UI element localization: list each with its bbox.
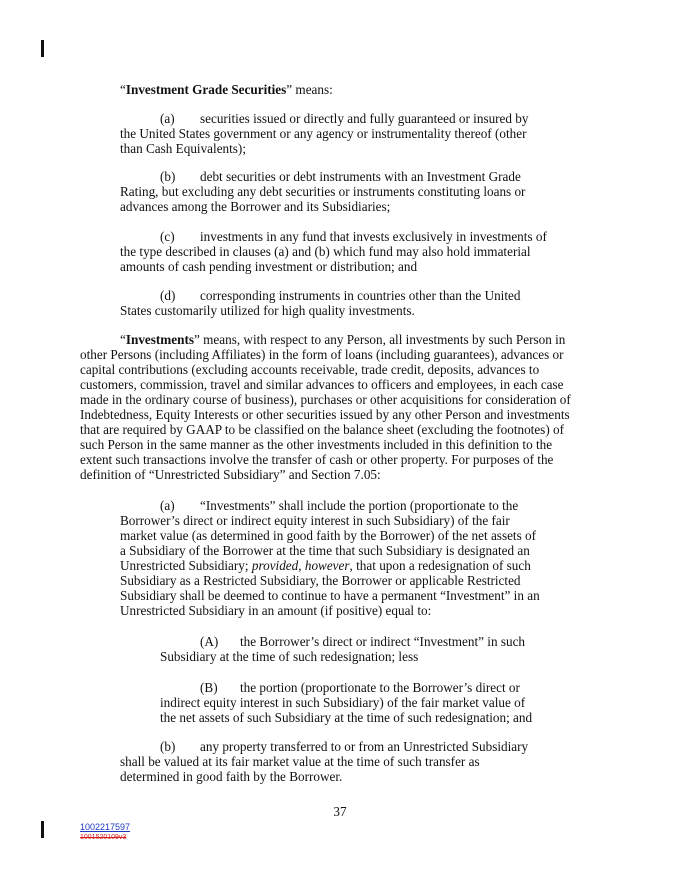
clause-text: a Subsidiary of the Borrower at the time that such Subsidiary is designated an <box>120 543 530 558</box>
subclause-text: the portion (proportionate to the Borrower’s direct or <box>240 680 520 695</box>
clause-label: (c) <box>160 229 175 244</box>
clause-text: determined in good faith by the Borrower. <box>120 769 343 784</box>
clause-text: corresponding instruments in countries other than the United <box>200 288 521 303</box>
page-number: 37 <box>333 804 347 819</box>
defined-term: Investments <box>125 332 194 347</box>
clause-text: Rating, but excluding any debt securities or instruments constituting loans or <box>120 184 526 199</box>
clause-text: investments in any fund that invests exclusively in investments of <box>200 229 547 244</box>
clause-text: amounts of cash pending investment or distribution; and <box>120 259 418 274</box>
clause-text: debt securities or debt instruments with an Investment Grade <box>200 169 521 184</box>
clause-text: market value (as determined in good faith by the Borrower) of the net assets of <box>120 528 537 543</box>
clause-label: (b) <box>160 169 176 184</box>
clause-text: securities issued or directly and fully guaranteed or insured by <box>200 111 529 126</box>
subclause-text: the net assets of such Subsidiary at the time of such redesignation; and <box>160 710 533 725</box>
clause-label: (a) <box>160 498 175 513</box>
paragraph-line: extent such transactions involve the transfer of cash or other property. For purposes of the <box>80 452 554 467</box>
subclause-text: Subsidiary at the time of such redesignation; less <box>160 649 419 664</box>
revision-bar-top <box>41 40 44 57</box>
clause-text: Subsidiary as a Restricted Subsidiary, the Borrower or applicable Restricted <box>120 573 521 588</box>
definition-heading-investments: “Investments” means, with respect to any Person, all investments by such Person in <box>120 332 566 347</box>
subclause-text: the Borrower’s direct or indirect “Investment” in such <box>240 634 526 649</box>
clause-label: (b) <box>160 739 176 754</box>
clause-text: States customarily utilized for high quality investments. <box>120 303 415 318</box>
clause-text: Unrestricted Subsidiary; provided, however, that upon a redesignation of such <box>120 558 531 573</box>
paragraph-line: Indebtedness, Equity Interests or other securities issued by any other Person and investments <box>80 407 570 422</box>
paragraph-line: made in the ordinary course of business), purchases or other acquisitions for consideration of <box>80 392 571 407</box>
clause-text: the United States government or any agency or instrumentality thereof (other <box>120 126 527 141</box>
paragraph-line: customers, commission, travel and similar advances to officers and employees, in each case <box>80 377 564 392</box>
document-id: 1002217597 <box>80 822 131 832</box>
clause-label: (a) <box>160 111 175 126</box>
paragraph-line: such Person in the same manner as the other investments included in this definition to the <box>80 437 553 452</box>
clause-text: Subsidiary shall be deemed to continue to have a permanent “Investment” in an <box>120 588 540 603</box>
clause-text: Borrower’s direct or indirect equity interest in such Subsidiary) of the fair <box>120 513 510 528</box>
revision-bar-bottom <box>41 821 44 838</box>
clause-text: than Cash Equivalents); <box>120 141 246 156</box>
subclause-label: (A) <box>200 634 219 649</box>
paragraph-line: capital contributions (excluding accounts receivable, trade credit, deposits, advances to <box>80 362 540 377</box>
paragraph-line: other Persons (including Affiliates) in the form of loans (including guarantees), advances or <box>80 347 564 362</box>
paragraph-line: that are required by GAAP to be classified on the balance sheet (excluding the footnotes) of <box>80 422 564 437</box>
old-document-id: 1001520109v3 <box>80 834 127 841</box>
clause-text: shall be valued at its fair market value at the time of such transfer as <box>120 754 480 769</box>
clause-text: “Investments” shall include the portion (proportionate to the <box>200 498 519 513</box>
paragraph-line: definition of “Unrestricted Subsidiary” and Section 7.05: <box>80 467 381 482</box>
definition-heading-igs: “Investment Grade Securities” means: <box>120 82 333 97</box>
subclause-label: (B) <box>200 680 218 695</box>
clause-text: Unrestricted Subsidiary in an amount (if positive) equal to: <box>120 603 432 618</box>
clause-text: advances among the Borrower and its Subsidiaries; <box>120 199 391 214</box>
defined-term: Investment Grade Securities <box>125 82 287 97</box>
clause-label: (d) <box>160 288 176 303</box>
clause-text: the type described in clauses (a) and (b) which fund may also hold immaterial <box>120 244 531 259</box>
subclause-text: indirect equity interest in such Subsidiary) of the fair market value of <box>160 695 526 710</box>
clause-text: any property transferred to or from an Unrestricted Subsidiary <box>200 739 529 754</box>
